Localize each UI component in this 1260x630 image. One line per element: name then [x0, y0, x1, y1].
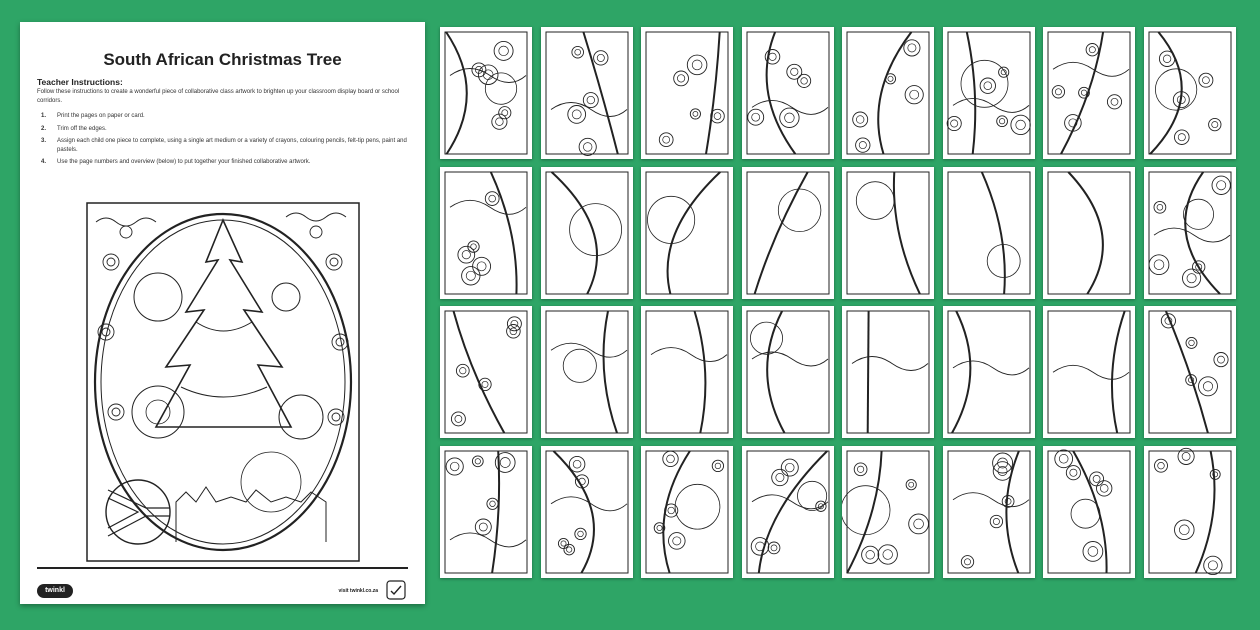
artwork-piece-card	[541, 306, 633, 438]
piece-line-art	[842, 167, 934, 299]
artwork-piece-card	[440, 306, 532, 438]
piece-line-art	[943, 446, 1035, 578]
piece-line-art	[842, 446, 934, 578]
artwork-piece-card	[1043, 446, 1135, 578]
artwork-piece-card	[1043, 27, 1135, 159]
piece-line-art	[842, 27, 934, 159]
instruction-sheet	[20, 22, 425, 604]
piece-line-art	[641, 27, 733, 159]
overview-artwork	[86, 202, 360, 562]
piece-line-art	[641, 446, 733, 578]
piece-line-art	[1043, 306, 1135, 438]
artwork-piece-card	[641, 306, 733, 438]
artwork-piece-card	[541, 27, 633, 159]
artwork-piece-card	[641, 446, 733, 578]
artwork-piece-card	[842, 27, 934, 159]
twinkl-logo: twinkl	[37, 584, 73, 598]
piece-line-art	[1043, 27, 1135, 159]
footer-divider	[37, 567, 408, 569]
artwork-piece-card	[742, 306, 834, 438]
piece-line-art	[742, 446, 834, 578]
artwork-piece-card	[541, 167, 633, 299]
step-item: 3. Assign each child one piece to complete, using a single art medium or a variety of crayons, colouring pencils, felt-tip pens, paint and pastels.	[41, 138, 407, 153]
artwork-piece-card	[742, 446, 834, 578]
piece-line-art	[742, 167, 834, 299]
artwork-piece-card	[1043, 306, 1135, 438]
artwork-piece-card	[1144, 167, 1236, 299]
piece-line-art	[1144, 167, 1236, 299]
artwork-piece-card	[541, 446, 633, 578]
piece-line-art	[440, 167, 532, 299]
piece-line-art	[842, 306, 934, 438]
artwork-piece-card	[1144, 446, 1236, 578]
artwork-piece-card	[943, 446, 1035, 578]
artwork-piece-card	[1144, 306, 1236, 438]
artwork-piece-card	[1144, 27, 1236, 159]
artwork-piece-card	[1043, 167, 1135, 299]
step-item: 2. Trim off the edges.	[41, 125, 107, 132]
artwork-piece-card	[742, 167, 834, 299]
piece-line-art	[541, 167, 633, 299]
artwork-pieces-grid	[440, 27, 1240, 577]
step-item: 1. Print the pages on paper or card.	[41, 113, 145, 119]
step-item: 4. Use the page numbers and overview (below) to put together your finished collaborative artwork.	[41, 159, 311, 165]
artwork-piece-card	[742, 27, 834, 159]
piece-line-art	[943, 27, 1035, 159]
piece-line-art	[943, 306, 1035, 438]
piece-line-art	[943, 167, 1035, 299]
artwork-piece-card	[440, 446, 532, 578]
piece-line-art	[541, 446, 633, 578]
instructions-steps	[37, 112, 409, 171]
artwork-piece-card	[943, 167, 1035, 299]
piece-line-art	[541, 306, 633, 438]
artwork-piece-card	[842, 167, 934, 299]
artwork-piece-card	[440, 27, 532, 159]
quality-badge-icon	[385, 579, 407, 601]
piece-line-art	[1043, 446, 1135, 578]
piece-line-art	[440, 446, 532, 578]
piece-line-art	[641, 306, 733, 438]
page-title: South African Christmas Tree	[103, 50, 342, 69]
artwork-piece-card	[641, 27, 733, 159]
piece-line-art	[641, 167, 733, 299]
piece-line-art	[541, 27, 633, 159]
piece-line-art	[440, 306, 532, 438]
instructions-heading: Teacher Instructions:	[37, 77, 123, 87]
artwork-piece-card	[440, 167, 532, 299]
artwork-piece-card	[641, 167, 733, 299]
piece-line-art	[1144, 446, 1236, 578]
piece-line-art	[440, 27, 532, 159]
piece-line-art	[1144, 306, 1236, 438]
artwork-piece-card	[943, 306, 1035, 438]
piece-line-art	[1144, 27, 1236, 159]
artwork-piece-card	[842, 446, 934, 578]
piece-line-art	[742, 27, 834, 159]
artwork-piece-card	[943, 27, 1035, 159]
instructions-intro: Follow these instructions to create a wonderful piece of collaborative class artwork to brighten up your classroom display board or school corridors.	[37, 89, 400, 104]
footer-url: visit twinkl.co.za	[338, 588, 378, 594]
piece-line-art	[742, 306, 834, 438]
artwork-piece-card	[842, 306, 934, 438]
piece-line-art	[1043, 167, 1135, 299]
